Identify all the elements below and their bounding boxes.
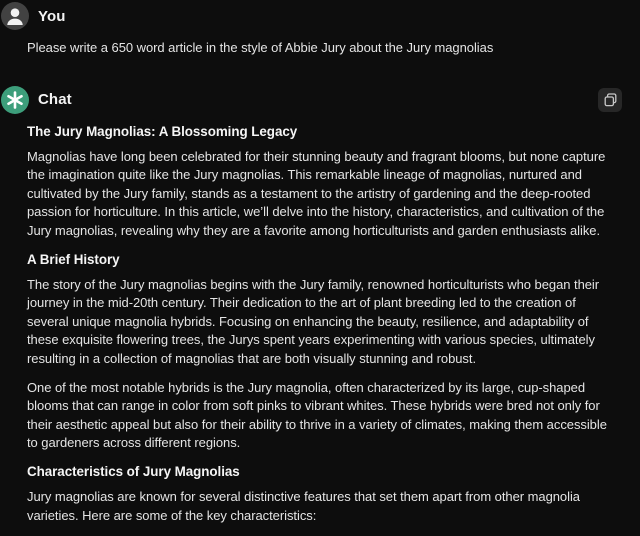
- copy-icon: [604, 93, 617, 107]
- assistant-avatar: [1, 86, 29, 114]
- paragraph: The story of the Jury magnolias begins with the Jury family, renowned horticulturists who began their journey in the mid-20th century. Their dedication to the art of plant breeding led to the creation of several unique magnolia hybrids. Focusing on enhancing the beauty, resilience, and adaptability of these exquisite flowering trees, the Jurys spent years experimenting with various species, ultimately resulting in a collection of magnolias that are both visually stunning and robust.: [27, 276, 600, 366]
- assistant-name-label: Chat: [38, 91, 72, 109]
- paragraph: One of the most notable hybrids is the Jury magnolia, often characterized by its large, cup-shaped blooms that can range in color from soft pinks to vibrant whites. These hybrids were bred not only for their aesthetic appeal but also for their ability to thrive in a variety of climates, making them accessible to gardeners across different regions.: [27, 379, 607, 451]
- section-heading: The Jury Magnolias: A Blossoming Legacy: [27, 123, 298, 139]
- user-message-header: [1, 2, 640, 30]
- copy-button[interactable]: [598, 88, 622, 112]
- assistant-response: [27, 123, 616, 526]
- assistant-message: [1, 86, 640, 526]
- user-message: [1, 2, 640, 58]
- section-heading: Characteristics of Jury Magnolias: [27, 463, 240, 479]
- person-icon: [1, 2, 29, 30]
- section-heading: A Brief History: [27, 251, 120, 267]
- assistant-message-header: [1, 86, 640, 114]
- asterisk-icon: [1, 86, 29, 114]
- user-message-text: Please write a 650 word article in the style of Abbie Jury about the Jury magnolias: [27, 40, 494, 55]
- paragraph: Jury magnolias are known for several distinctive features that set them apart from other magnolia varieties. Here are some of the key characteristics:: [27, 488, 580, 523]
- user-avatar: [1, 2, 29, 30]
- user-name-label: You: [38, 7, 66, 25]
- paragraph: Magnolias have long been celebrated for their stunning beauty and fragrant blooms, but none capture the imagination quite like the Jury magnolias. This remarkable lineage of magnolias, nurtured and cultivated by the Jury family, stands as a testament to the artistry of gardening and the deep-rooted passion for horticulture. In this article, we’ll delve into the history, characteristics, and cultivation of the Jury magnolias, revealing why they are a favorite among horticulturists and garden enthusiasts alike.: [27, 148, 606, 238]
